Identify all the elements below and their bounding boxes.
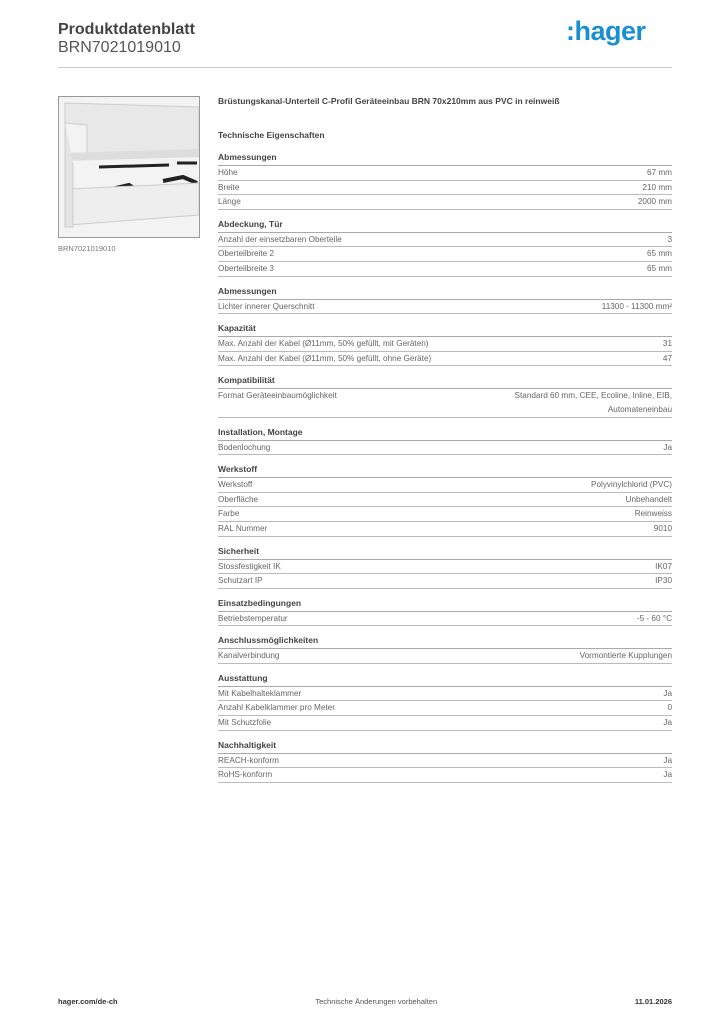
spec-section: [218, 425, 672, 456]
spec-value: Vormontierte Kupplungen: [579, 651, 672, 661]
section-title: Nachhaltigkeit: [218, 738, 672, 754]
section-title: Abmessungen: [218, 284, 672, 300]
spec-row: [218, 716, 672, 731]
spec-section: [218, 321, 672, 366]
section-title: Anschlussmöglichkeiten: [218, 633, 672, 649]
section-title: Abmessungen: [218, 150, 672, 166]
spec-label: Mit Kabelhalteklammer: [218, 688, 302, 698]
spec-row: [218, 352, 672, 367]
spec-value: -5 - 60 °C: [636, 613, 672, 623]
image-caption: BRN7021019010: [58, 244, 116, 253]
spec-row: [218, 560, 672, 575]
spec-value: 11300 - 11300 mm²: [601, 301, 672, 311]
spec-label: Oberteilbreite 3: [218, 263, 274, 273]
spec-label: Max. Anzahl der Kabel (Ø11mm, 50% gefüllt, ohne Geräte): [218, 353, 432, 363]
spec-row: [218, 247, 672, 262]
spec-value: 9010: [653, 523, 672, 533]
section-title: Einsatzbedingungen: [218, 596, 672, 612]
spec-value: 65 mm: [646, 249, 672, 259]
spec-label: Anzahl der einsetzbaren Oberteile: [218, 234, 342, 244]
spec-value: Standard 60 mm, CEE, Ecoline, Inline, EIB, Automateneinbau: [514, 391, 672, 414]
spec-value: 2000 mm: [637, 197, 672, 207]
spec-value: IP30: [655, 576, 672, 586]
spec-row: [218, 754, 672, 769]
spec-label: Betriebstemperatur: [218, 613, 288, 623]
tech-heading: Technische Eigenschaften: [218, 130, 325, 140]
spec-row: [218, 507, 672, 522]
header-divider: [58, 67, 672, 68]
spec-row: [218, 441, 672, 456]
spec-value: 210 mm: [642, 182, 672, 192]
section-title: Kompatibilität: [218, 373, 672, 389]
spec-row: [218, 649, 672, 664]
spec-label: Länge: [218, 197, 241, 207]
spec-value: IK07: [655, 561, 672, 571]
spec-label: Schutzart IP: [218, 576, 263, 586]
spec-value: Unbehandelt: [625, 494, 672, 504]
spec-section: [218, 373, 672, 417]
spec-label: Bodenlochung: [218, 442, 271, 452]
spec-label: Anzahl Kabelklammer pro Meter: [218, 703, 335, 713]
section-title: Kapazität: [218, 321, 672, 337]
spec-section: [218, 284, 672, 315]
spec-section: [218, 738, 672, 783]
spec-content: [218, 96, 672, 783]
spec-section: [218, 462, 672, 536]
spec-label: Lichter innerer Querschnitt: [218, 301, 315, 311]
spec-value: Reinweiss: [634, 509, 672, 519]
page-title: Produktdatenblatt: [58, 21, 195, 38]
section-title: Werkstoff: [218, 462, 672, 478]
footer-website[interactable]: hager.com/de-ch: [58, 997, 118, 1006]
spec-value: Ja: [663, 718, 672, 728]
spec-row: [218, 233, 672, 248]
spec-value: 0: [667, 703, 672, 713]
spec-value: Ja: [663, 770, 672, 780]
footer: [58, 997, 672, 1006]
spec-row: [218, 262, 672, 277]
spec-label: Werkstoff: [218, 480, 253, 490]
spec-value: Polyvinylchlorid (PVC): [591, 480, 672, 490]
product-code: BRN7021019010: [58, 39, 181, 56]
hager-logo: :hager: [566, 16, 646, 46]
footer-disclaimer: Technische Änderungen vorbehalten: [315, 997, 438, 1006]
spec-section: [218, 596, 672, 627]
spec-label: Format Geräteeinbaumöglichkeit: [218, 391, 337, 401]
spec-label: Farbe: [218, 509, 240, 519]
section-title: Installation, Montage: [218, 425, 672, 441]
spec-row: [218, 195, 672, 210]
spec-label: REACH-konform: [218, 755, 279, 765]
spec-row: [218, 574, 672, 589]
spec-section: [218, 633, 672, 664]
spec-value: 31: [662, 339, 672, 349]
spec-row: [218, 612, 672, 627]
spec-label: RAL Nummer: [218, 523, 268, 533]
spec-row: [218, 493, 672, 508]
spec-row: [218, 701, 672, 716]
spec-label: Mit Schutzfolie: [218, 718, 272, 728]
spec-row: [218, 166, 672, 181]
section-title: Sicherheit: [218, 544, 672, 560]
footer-date: 11.01.2026: [634, 997, 672, 1006]
spec-label: Breite: [218, 182, 240, 192]
spec-value: 3: [667, 234, 672, 244]
spec-row: [218, 389, 672, 417]
spec-label: Stossfestigkeit IK: [218, 561, 281, 571]
spec-label: Kanalverbindung: [218, 651, 280, 661]
spec-row: [218, 478, 672, 493]
spec-label: Oberteilbreite 2: [218, 249, 274, 259]
spec-section: [218, 671, 672, 731]
spec-row: [218, 181, 672, 196]
spec-section: [218, 217, 672, 277]
spec-value: 67 mm: [646, 168, 672, 177]
spec-sections: [218, 150, 672, 783]
section-title: Abdeckung, Tür: [218, 217, 672, 233]
spec-label: Höhe: [218, 168, 238, 177]
spec-value: 65 mm: [646, 263, 672, 273]
spec-value: Ja: [663, 688, 672, 698]
spec-row: [218, 768, 672, 783]
spec-value: Ja: [663, 755, 672, 765]
spec-section: [218, 544, 672, 589]
spec-label: Max. Anzahl der Kabel (Ø11mm, 50% gefüllt, mit Geräten): [218, 339, 429, 349]
spec-row: [218, 300, 672, 315]
spec-row: [218, 687, 672, 702]
spec-row: [218, 337, 672, 352]
spec-label: Oberfläche: [218, 494, 259, 504]
product-name: Brüstungskanal-Unterteil C-Profil Geräteeinbau BRN 70x210mm aus PVC in reinweiß: [218, 96, 560, 106]
product-image: [58, 96, 200, 238]
spec-label: RoHS-konform: [218, 770, 273, 780]
spec-value: Ja: [663, 442, 672, 452]
spec-section: [218, 150, 672, 210]
spec-value: 47: [662, 353, 672, 363]
section-title: Ausstattung: [218, 671, 672, 687]
spec-row: [218, 522, 672, 537]
